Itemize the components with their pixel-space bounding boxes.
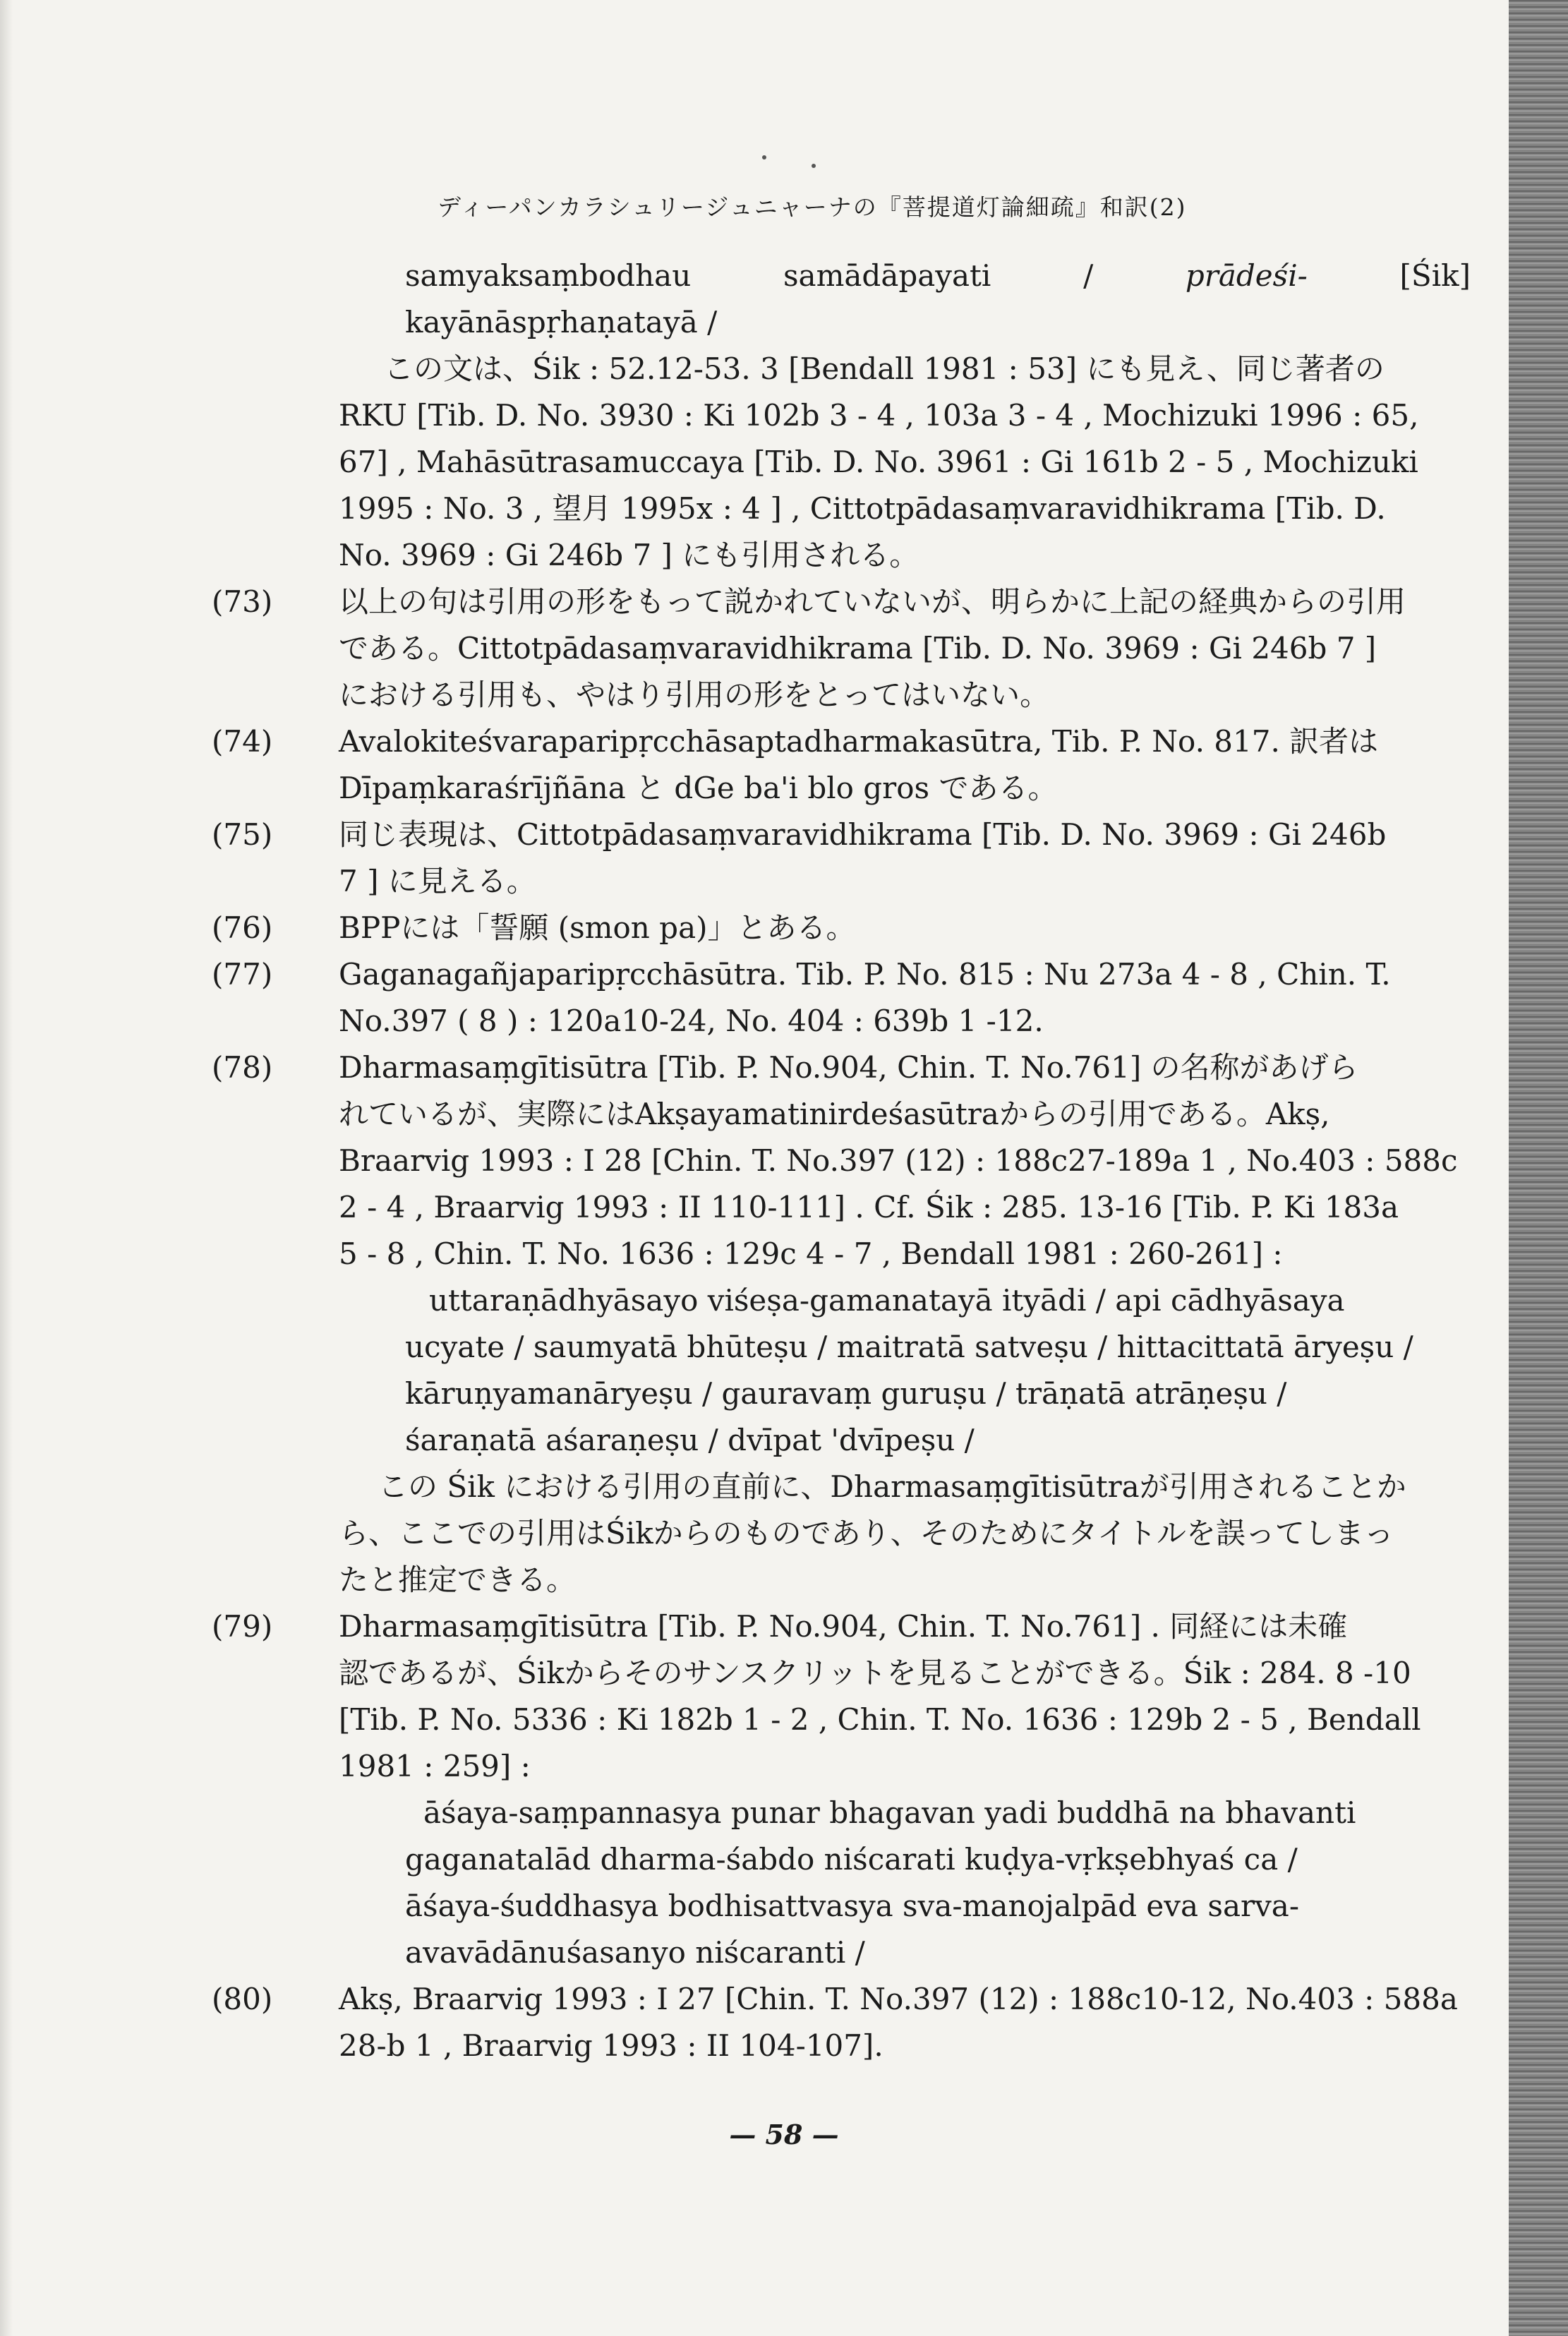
text-line: れているが、実際にはAkṣayamatinirdeśasūtraからの引用である。Akṣ, xyxy=(339,1097,1330,1131)
footnote-number: (75) xyxy=(212,817,273,852)
text-line: BPPには「誓願 (smon pa)」とある。 xyxy=(339,910,856,945)
verse-word: samādāpayati xyxy=(783,258,991,293)
footnote-number: (73) xyxy=(212,584,273,619)
quote-line: kāruṇyamanāryeṣu / gauravaṃ guruṣu / trāṇatā atrāṇeṣu / xyxy=(405,1376,1287,1411)
footnote-76 xyxy=(212,905,1475,951)
text-line: No.397 ( 8 ) : 120a10-24, No. 404 : 639b 1 -12. xyxy=(339,1004,1044,1038)
footnote-78 xyxy=(212,1044,1475,1277)
text-line: である。Cittotpādasaṃvaravidhikrama [Tib. D. No. 3969 : Gi 246b 7 ] xyxy=(339,631,1377,666)
text-line: Braarvig 1993 : I 28 [Chin. T. No.397 (12) : 188c27-189a 1 , No.403 : 588c xyxy=(339,1143,1458,1178)
text-line: No. 3969 : Gi 246b 7 ] にも引用される。 xyxy=(339,538,919,572)
footnote-80 xyxy=(212,1976,1475,2069)
quote-line: āśaya-śuddhasya bodhisattvasya sva-manojalpād eva sarva- xyxy=(405,1889,1300,1923)
footnote-number: (77) xyxy=(212,957,273,992)
verse-word: samyaksaṃbodhau xyxy=(405,258,692,293)
text-line: [Tib. P. No. 5336 : Ki 182b 1 - 2 , Chin. T. No. 1636 : 129b 2 - 5 , Bendall xyxy=(339,1702,1421,1737)
running-head: ディーパンカラシュリージュニャーナの『菩提道灯論細疏』和訳(2) xyxy=(438,193,1187,221)
verse-word: / xyxy=(1083,258,1094,293)
text-line: Dharmasaṃgītisūtra [Tib. P. No.904, Chin. T. No.761] の名称があげら xyxy=(339,1050,1358,1085)
footnote-number: (76) xyxy=(212,910,273,945)
text-line: における引用も、やはり引用の形をとってはいない。 xyxy=(339,678,1050,712)
quote-line: āśaya-saṃpannasya punar bhagavan yadi buddhā na bhavanti xyxy=(423,1795,1356,1830)
text-line: この文は、Śik : 52.12-53. 3 [Bendall 1981 : 53] にも見え、同じ著者の xyxy=(384,351,1385,386)
text-line: ら、ここでの引用はŚikからのものであり、そのためにタイトルを誤ってしまっ xyxy=(339,1516,1394,1551)
footnote-number: (78) xyxy=(212,1050,273,1085)
verse-line xyxy=(212,253,1475,299)
footnote-73 xyxy=(212,579,1475,718)
text-line: この Śik における引用の直前に、Dharmasaṃgītisūtraが引用されることか xyxy=(378,1469,1406,1504)
text-line: 2 - 4 , Braarvig 1993 : II 110-111] . Cf. Śik : 285. 13-16 [Tib. P. Ki 183a xyxy=(339,1190,1399,1224)
scan-speck xyxy=(812,164,816,168)
page-number: — 58 — xyxy=(729,2119,839,2150)
quote-line: gaganatalād dharma-śabdo niścarati kuḍya-vṛkṣebhyaś ca / xyxy=(405,1842,1298,1877)
footnote-number: (74) xyxy=(212,724,273,759)
footnote-74 xyxy=(212,718,1475,812)
verse-word: prādeśi- xyxy=(1185,258,1308,293)
verse-word: [Śik] xyxy=(1399,258,1471,293)
quote-line: uttaraṇādhyāsayo viśeṣa-gamanatayā ityādi / api cādhyāsaya xyxy=(429,1283,1345,1318)
text-line: 5 - 8 , Chin. T. No. 1636 : 129c 4 - 7 , Bendall 1981 : 260-261] : xyxy=(339,1236,1283,1271)
text-line: 67] , Mahāsūtrasamuccaya [Tib. D. No. 3961 : Gi 161b 2 - 5 , Mochizuki xyxy=(339,445,1418,479)
page-content xyxy=(212,253,1475,2069)
scan-speck xyxy=(762,155,766,159)
text-line: RKU [Tib. D. No. 3930 : Ki 102b 3 - 4 , 103a 3 - 4 , Mochizuki 1996 : 65, xyxy=(339,398,1419,433)
text-line: Gaganagañjaparipṛcchāsūtra. Tib. P. No. 815 : Nu 273a 4 - 8 , Chin. T. xyxy=(339,957,1391,992)
scan-shadow-left xyxy=(0,0,13,2336)
text-line: Dīpaṃkaraśrījñāna と dGe ba'i blo gros である。 xyxy=(339,771,1058,805)
text-line: 認であるが、Śikからそのサンスクリットを見ることができる。Śik : 284. 8 -10 xyxy=(339,1656,1411,1690)
text-line: Dharmasaṃgītisūtra [Tib. P. No.904, Chin. T. No.761] . 同経には未確 xyxy=(339,1609,1348,1644)
text-line: 以上の句は引用の形をもって説かれていないが、明らかに上記の経典からの引用 xyxy=(339,584,1406,619)
scan-shadow-right xyxy=(1509,0,1568,2336)
text-line: Akṣ, Braarvig 1993 : I 27 [Chin. T. No.397 (12) : 188c10-12, No.403 : 588a xyxy=(339,1982,1458,2016)
footnote-number: (79) xyxy=(212,1609,273,1644)
text-line: 7 ] に見える。 xyxy=(339,864,536,898)
text-line: 同じ表現は、Cittotpādasaṃvaravidhikrama [Tib. D. No. 3969 : Gi 246b xyxy=(339,817,1387,852)
verse-line: kayānāspṛhaṇatayā / xyxy=(405,305,718,339)
text-line: 1995 : No. 3 , 望月 1995x : 4 ] , Cittotpādasaṃvaravidhikrama [Tib. D. xyxy=(339,491,1386,526)
text-line: たと推定できる。 xyxy=(339,1563,577,1597)
footnote-79 xyxy=(212,1603,1475,1790)
text-line: Avalokiteśvaraparipṛcchāsaptadharmakasūtra, Tib. P. No. 817. 訳者は xyxy=(339,724,1379,759)
footnote-number: (80) xyxy=(212,1982,273,2016)
text-line: 28-b 1 , Braarvig 1993 : II 104-107]. xyxy=(339,2028,883,2063)
footnote-75 xyxy=(212,812,1475,905)
quote-line: ucyate / saumyatā bhūteṣu / maitratā satveṣu / hittacittatā āryeṣu / xyxy=(405,1330,1413,1364)
text-line: 1981 : 259] : xyxy=(339,1749,531,1783)
quote-line: śaraṇatā aśaraṇeṣu / dvīpat 'dvīpeṣu / xyxy=(405,1423,975,1457)
quote-line: avavādānuśasanyo niścaranti / xyxy=(405,1935,865,1970)
footnote-77 xyxy=(212,951,1475,1044)
